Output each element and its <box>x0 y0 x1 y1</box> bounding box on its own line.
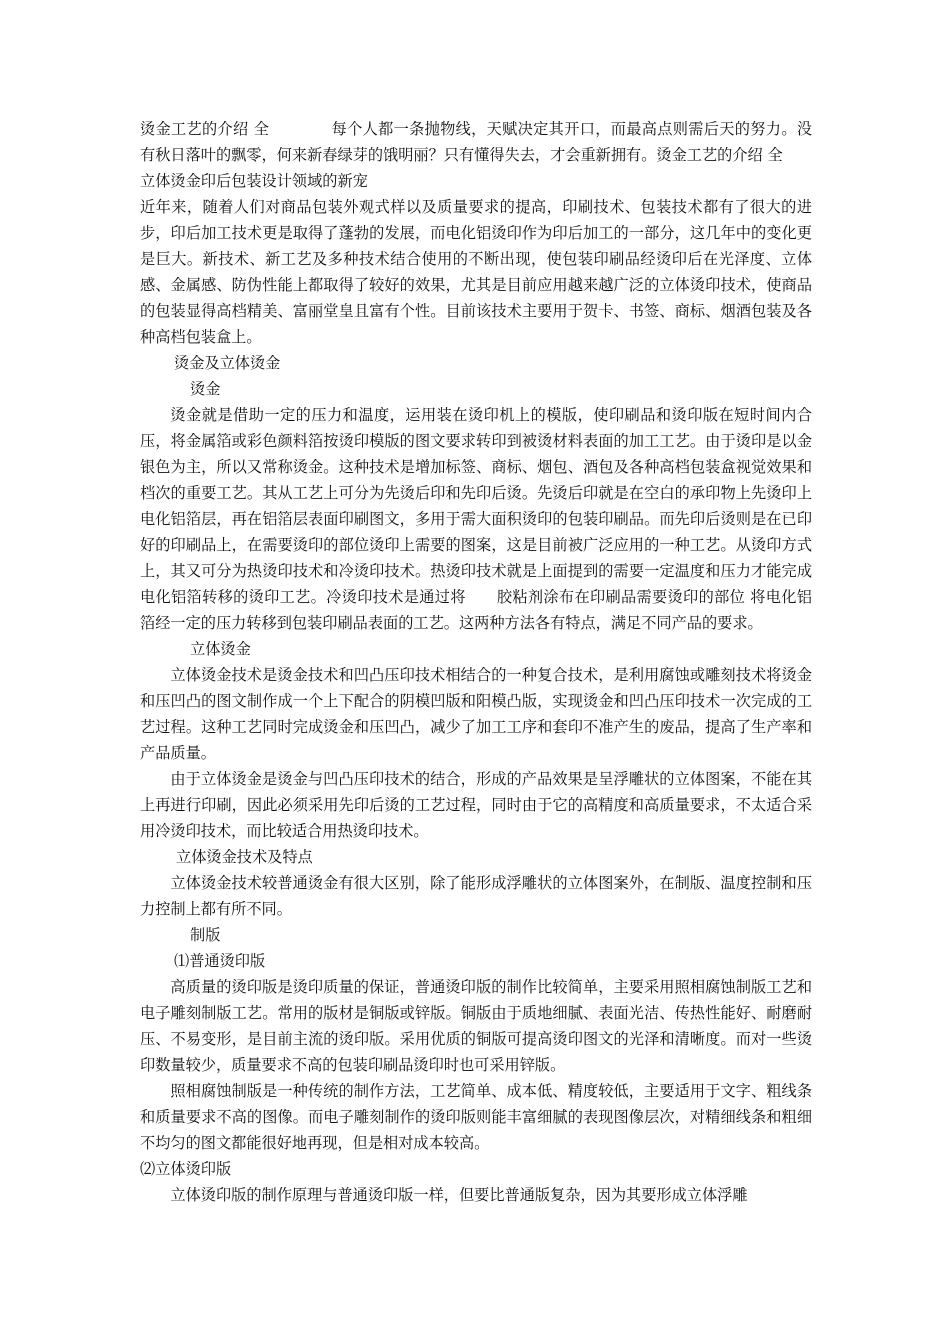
intro-title: 烫金工艺的介绍 全 <box>140 120 270 138</box>
document-page <box>140 116 812 1208</box>
body-paragraph: 烫金就是借助一定的压力和温度，运用装在烫印机上的模版，使印刷品和烫印版在短时间内合压，将金属箔或彩色颜料箔按烫印模版的图文要求转印到被烫材料表面的加工工艺。由于烫印是以金银色为主，所以又常称烫金。这种技术是增加标签、商标、烟包、酒包及各种高档包装盒视觉效果和档次的重要工艺。其从工艺上可分为先烫后印和先印后烫。先烫后印就是在空白的承印物上先烫印上电化铝箔层，再在铝箔层表面印刷图文，多用于需大面积烫印的包装印刷品。而先印后烫则是在已印好的印刷品上，在需要烫印的部位烫印上需要的图案，这是目前被广泛应用的一种工艺。从烫印方式上，其又可分为热烫印技术和冷烫印技术。热烫印技术就是上面提到的需要一定温度和压力才能完成电化铝箔转移的烫印工艺。冷烫印技术是通过将 胶粘剂涂布在印刷品需要烫印的部位 将电化铝箔经一定的压力转移到包装印刷品表面的工艺。这两种方法各有特点，满足不同产品的要求。 <box>140 406 812 632</box>
body-paragraph: 立体烫印版的制作原理与普通烫印版一样，但要比普通版复杂，因为其要形成立体浮雕 <box>170 1186 748 1204</box>
item-heading: ⑵立体烫印版 <box>140 1160 232 1178</box>
body-paragraph: 高质量的烫印版是烫印质量的保证，普通烫印版的制作比较简单，主要采用照相腐蚀制版工艺和电子雕刻制版工艺。常用的版材是铜版或锌版。铜版由于质地细腻、表面光洁、传热性能好、耐磨耐压、不易变形，是目前主流的烫印版。采用优质的铜版可提高烫印图文的光泽和清晰度。而对一些烫印数量较少，质量要求不高的包装印刷品烫印时也可采用锌版。 <box>140 978 812 1074</box>
lead-paragraph: 近年来，随着人们对商品包装外观式样以及质量要求的提高，印刷技术、包装技术都有了很大的进步，印后加工技术更是取得了蓬勃的发展，而电化铝烫印作为印后加工的一部分，这几年中的变化更是巨大。新技术、新工艺及多种技术结合使用的不断出现，使包装印刷品经烫印后在光泽度、立体感、金属感、防伪性能上都取得了较好的效果，尤其是目前应用越来越广泛的立体烫印技术，使商品的包装显得高档精美、富丽堂皇且富有个性。目前该技术主要用于贺卡、书签、商标、烟酒包装及各种高档包装盒上。 <box>140 198 812 346</box>
body-paragraph: 由于立体烫金是烫金与凹凸压印技术的结合，形成的产品效果是呈浮雕状的立体图案，不能在其上再进行印刷，因此必须采用先印后烫的工艺过程，同时由于它的高精度和高质量要求，不太适合采用冷烫印技术，而比较适合用热烫印技术。 <box>140 770 812 840</box>
body-paragraph: 立体烫金技术较普通烫金有很大区别，除了能形成浮雕状的立体图案外，在制版、温度控制和压力控制上都有所不同。 <box>140 874 812 918</box>
subsection-heading: 烫金 <box>190 380 221 398</box>
item-heading: ⑴普通烫印版 <box>174 952 266 970</box>
section-heading: 立体烫金技术及特点 <box>176 848 313 866</box>
section-heading: 烫金及立体烫金 <box>174 354 281 372</box>
subsection-heading: 制版 <box>190 926 221 944</box>
body-paragraph: 立体烫金技术是烫金技术和凹凸压印技术相结合的一种复合技术，是利用腐蚀或雕刻技术将烫金和压凹凸的图文制作成一个上下配合的阴模凹版和阳模凸版，实现烫金和凹凸压印技术一次完成的工艺过程。这种工艺同时完成烫金和压凹凸，减少了加工工序和套印不准产生的废品，提高了生产率和产品质量。 <box>140 666 812 762</box>
intro-text: 每个人都一条抛物线，天赋决定其开口，而最高点则需后天的努力。没有秋日落叶的飘零，何来新春绿芽的饿明丽？只有懂得失去，才会重新拥有。烫金工艺的介绍 全 <box>140 120 813 164</box>
article-title: 立体烫金印后包装设计领域的新宠 <box>140 172 368 190</box>
intro-paragraph <box>140 116 812 168</box>
subsection-heading: 立体烫金 <box>190 640 251 658</box>
body-paragraph: 照相腐蚀制版是一种传统的制作方法，工艺简单、成本低、精度较低，主要适用于文字、粗线条和质量要求不高的图像。而电子雕刻制作的烫印版则能丰富细腻的表现图像层次，对精细线条和粗细不均匀的图文都能很好地再现，但是相对成本较高。 <box>140 1082 812 1152</box>
